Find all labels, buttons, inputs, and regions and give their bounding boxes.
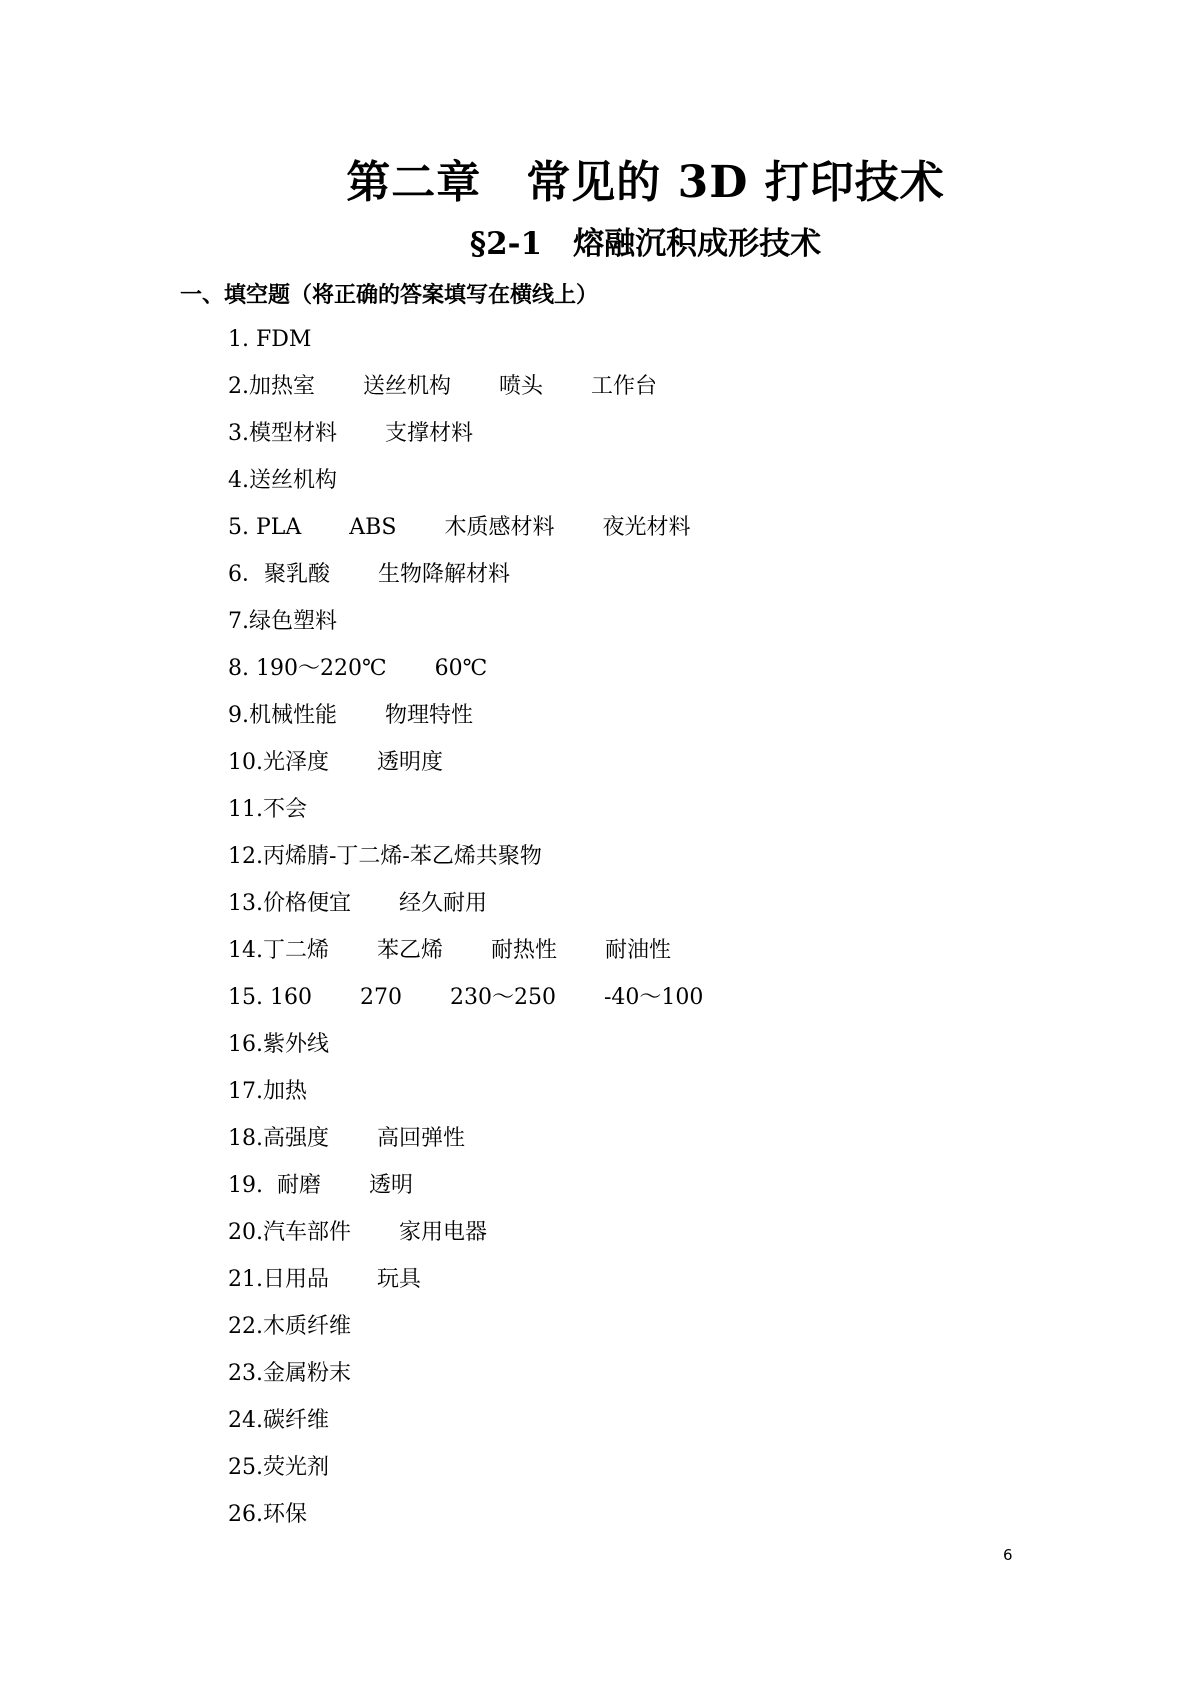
answer-number: 7. (228, 609, 249, 634)
answer-item (228, 701, 751, 748)
answer-text: 耐磨 (276, 1173, 321, 1198)
question-heading: 一、填空题（将正确的答案填写在横线上） (180, 282, 599, 308)
answer-number: 11. (228, 797, 263, 822)
answer-number: 23. (228, 1361, 263, 1386)
answer-item (228, 419, 751, 466)
answer-item (228, 1218, 751, 1265)
answer-text: 工作台 (591, 374, 658, 399)
answer-item (228, 983, 751, 1030)
answer-item (228, 560, 751, 607)
answer-text: 丙烯腈-丁二烯-苯乙烯共聚物 (263, 844, 542, 869)
answer-item (228, 1124, 751, 1171)
answer-number: 2. (228, 374, 249, 399)
answer-text: 玩具 (377, 1267, 422, 1292)
answer-text: 高回弹性 (377, 1126, 466, 1151)
answer-text: 日用品 (263, 1267, 330, 1292)
answer-item (228, 1500, 751, 1547)
answer-number: 21. (228, 1267, 263, 1292)
answer-item (228, 607, 751, 654)
answer-number: 6． (228, 562, 264, 587)
answer-text: 送丝机构 (363, 374, 452, 399)
answer-text: 碳纤维 (263, 1408, 330, 1433)
answer-text: 苯乙烯 (377, 938, 444, 963)
answer-text: 加热 (263, 1079, 308, 1104)
answer-text: 丁二烯 (263, 938, 330, 963)
answer-item (228, 1406, 751, 1453)
answer-text: 270 (359, 985, 402, 1010)
answer-text: 绿色塑料 (249, 609, 338, 634)
answer-item (228, 372, 751, 419)
answer-text: ABS (349, 515, 397, 540)
answer-text: 送丝机构 (249, 468, 338, 493)
answer-text: 夜光材料 (602, 515, 691, 540)
answer-item (228, 748, 751, 795)
answer-item (228, 1077, 751, 1124)
answer-text: 荧光剂 (263, 1455, 330, 1480)
answer-item (228, 466, 751, 513)
answer-number: 12. (228, 844, 263, 869)
answer-text: 支撑材料 (385, 421, 474, 446)
answer-number: 1. (228, 327, 256, 352)
answer-item (228, 1171, 751, 1218)
answer-text: 60℃ (434, 656, 488, 681)
answer-text: 230～250 (449, 985, 556, 1010)
answer-number: 16. (228, 1032, 263, 1057)
answer-text: 木质感材料 (444, 515, 555, 540)
answer-text: 喷头 (499, 374, 544, 399)
answer-number: 24. (228, 1408, 263, 1433)
answer-number: 22. (228, 1314, 263, 1339)
answer-number: 26. (228, 1502, 263, 1527)
answer-number: 18. (228, 1126, 263, 1151)
answer-text: 加热室 (249, 374, 316, 399)
answer-item (228, 1312, 751, 1359)
answer-number: 4. (228, 468, 249, 493)
answer-text: 高强度 (263, 1126, 330, 1151)
answer-number: 13. (228, 891, 263, 916)
answer-item (228, 1265, 751, 1312)
answer-text: 经久耐用 (399, 891, 488, 916)
answer-number: 9. (228, 703, 249, 728)
answer-text: 汽车部件 (263, 1220, 352, 1245)
answer-number: 14. (228, 938, 263, 963)
answer-item (228, 889, 751, 936)
answer-item (228, 654, 751, 701)
page-number: 6 (1003, 1546, 1013, 1564)
answer-item (228, 1030, 751, 1077)
answer-text: FDM (255, 327, 312, 352)
answer-text: 耐油性 (605, 938, 672, 963)
answer-text: -40～100 (603, 985, 704, 1010)
answer-item (228, 842, 751, 889)
answer-text: 190～220℃ (255, 656, 387, 681)
answer-text: 家用电器 (399, 1220, 488, 1245)
answer-item (228, 1453, 751, 1500)
answer-number: 5. (228, 515, 256, 540)
answer-text: 紫外线 (263, 1032, 330, 1057)
answer-text: 金属粉末 (263, 1361, 352, 1386)
answer-text: 生物降解材料 (378, 562, 511, 587)
answer-text: 透明度 (377, 750, 444, 775)
answer-text: 价格便宜 (263, 891, 352, 916)
answer-text: 木质纤维 (263, 1314, 352, 1339)
answer-number: 8. (228, 656, 256, 681)
answer-text: 机械性能 (249, 703, 338, 728)
answer-text: 耐热性 (491, 938, 558, 963)
answer-number: 20. (228, 1220, 263, 1245)
answer-text: 物理特性 (385, 703, 474, 728)
answer-number: 19. (228, 1173, 277, 1198)
answer-item (228, 325, 751, 372)
answer-number: 17. (228, 1079, 263, 1104)
answer-item (228, 513, 751, 560)
answer-text: 环保 (263, 1502, 308, 1527)
answer-text: 聚乳酸 (264, 562, 331, 587)
section-title: §2-1 熔融沉积成形技术 (469, 226, 822, 262)
answer-number: 15. (228, 985, 270, 1010)
answer-item (228, 1359, 751, 1406)
chapter-title: 第二章 常见的 3D 打印技术 (346, 157, 945, 208)
answer-text: 透明 (369, 1173, 414, 1198)
answer-number: 10. (228, 750, 263, 775)
answer-text: 160 (269, 985, 312, 1010)
answer-text: PLA (255, 515, 302, 540)
answer-text: 模型材料 (249, 421, 338, 446)
answer-text: 光泽度 (263, 750, 330, 775)
answer-number: 25. (228, 1455, 263, 1480)
answer-number: 3. (228, 421, 249, 446)
answer-item (228, 936, 751, 983)
answer-list (228, 325, 751, 1547)
answer-text: 不会 (263, 797, 308, 822)
answer-item (228, 795, 751, 842)
